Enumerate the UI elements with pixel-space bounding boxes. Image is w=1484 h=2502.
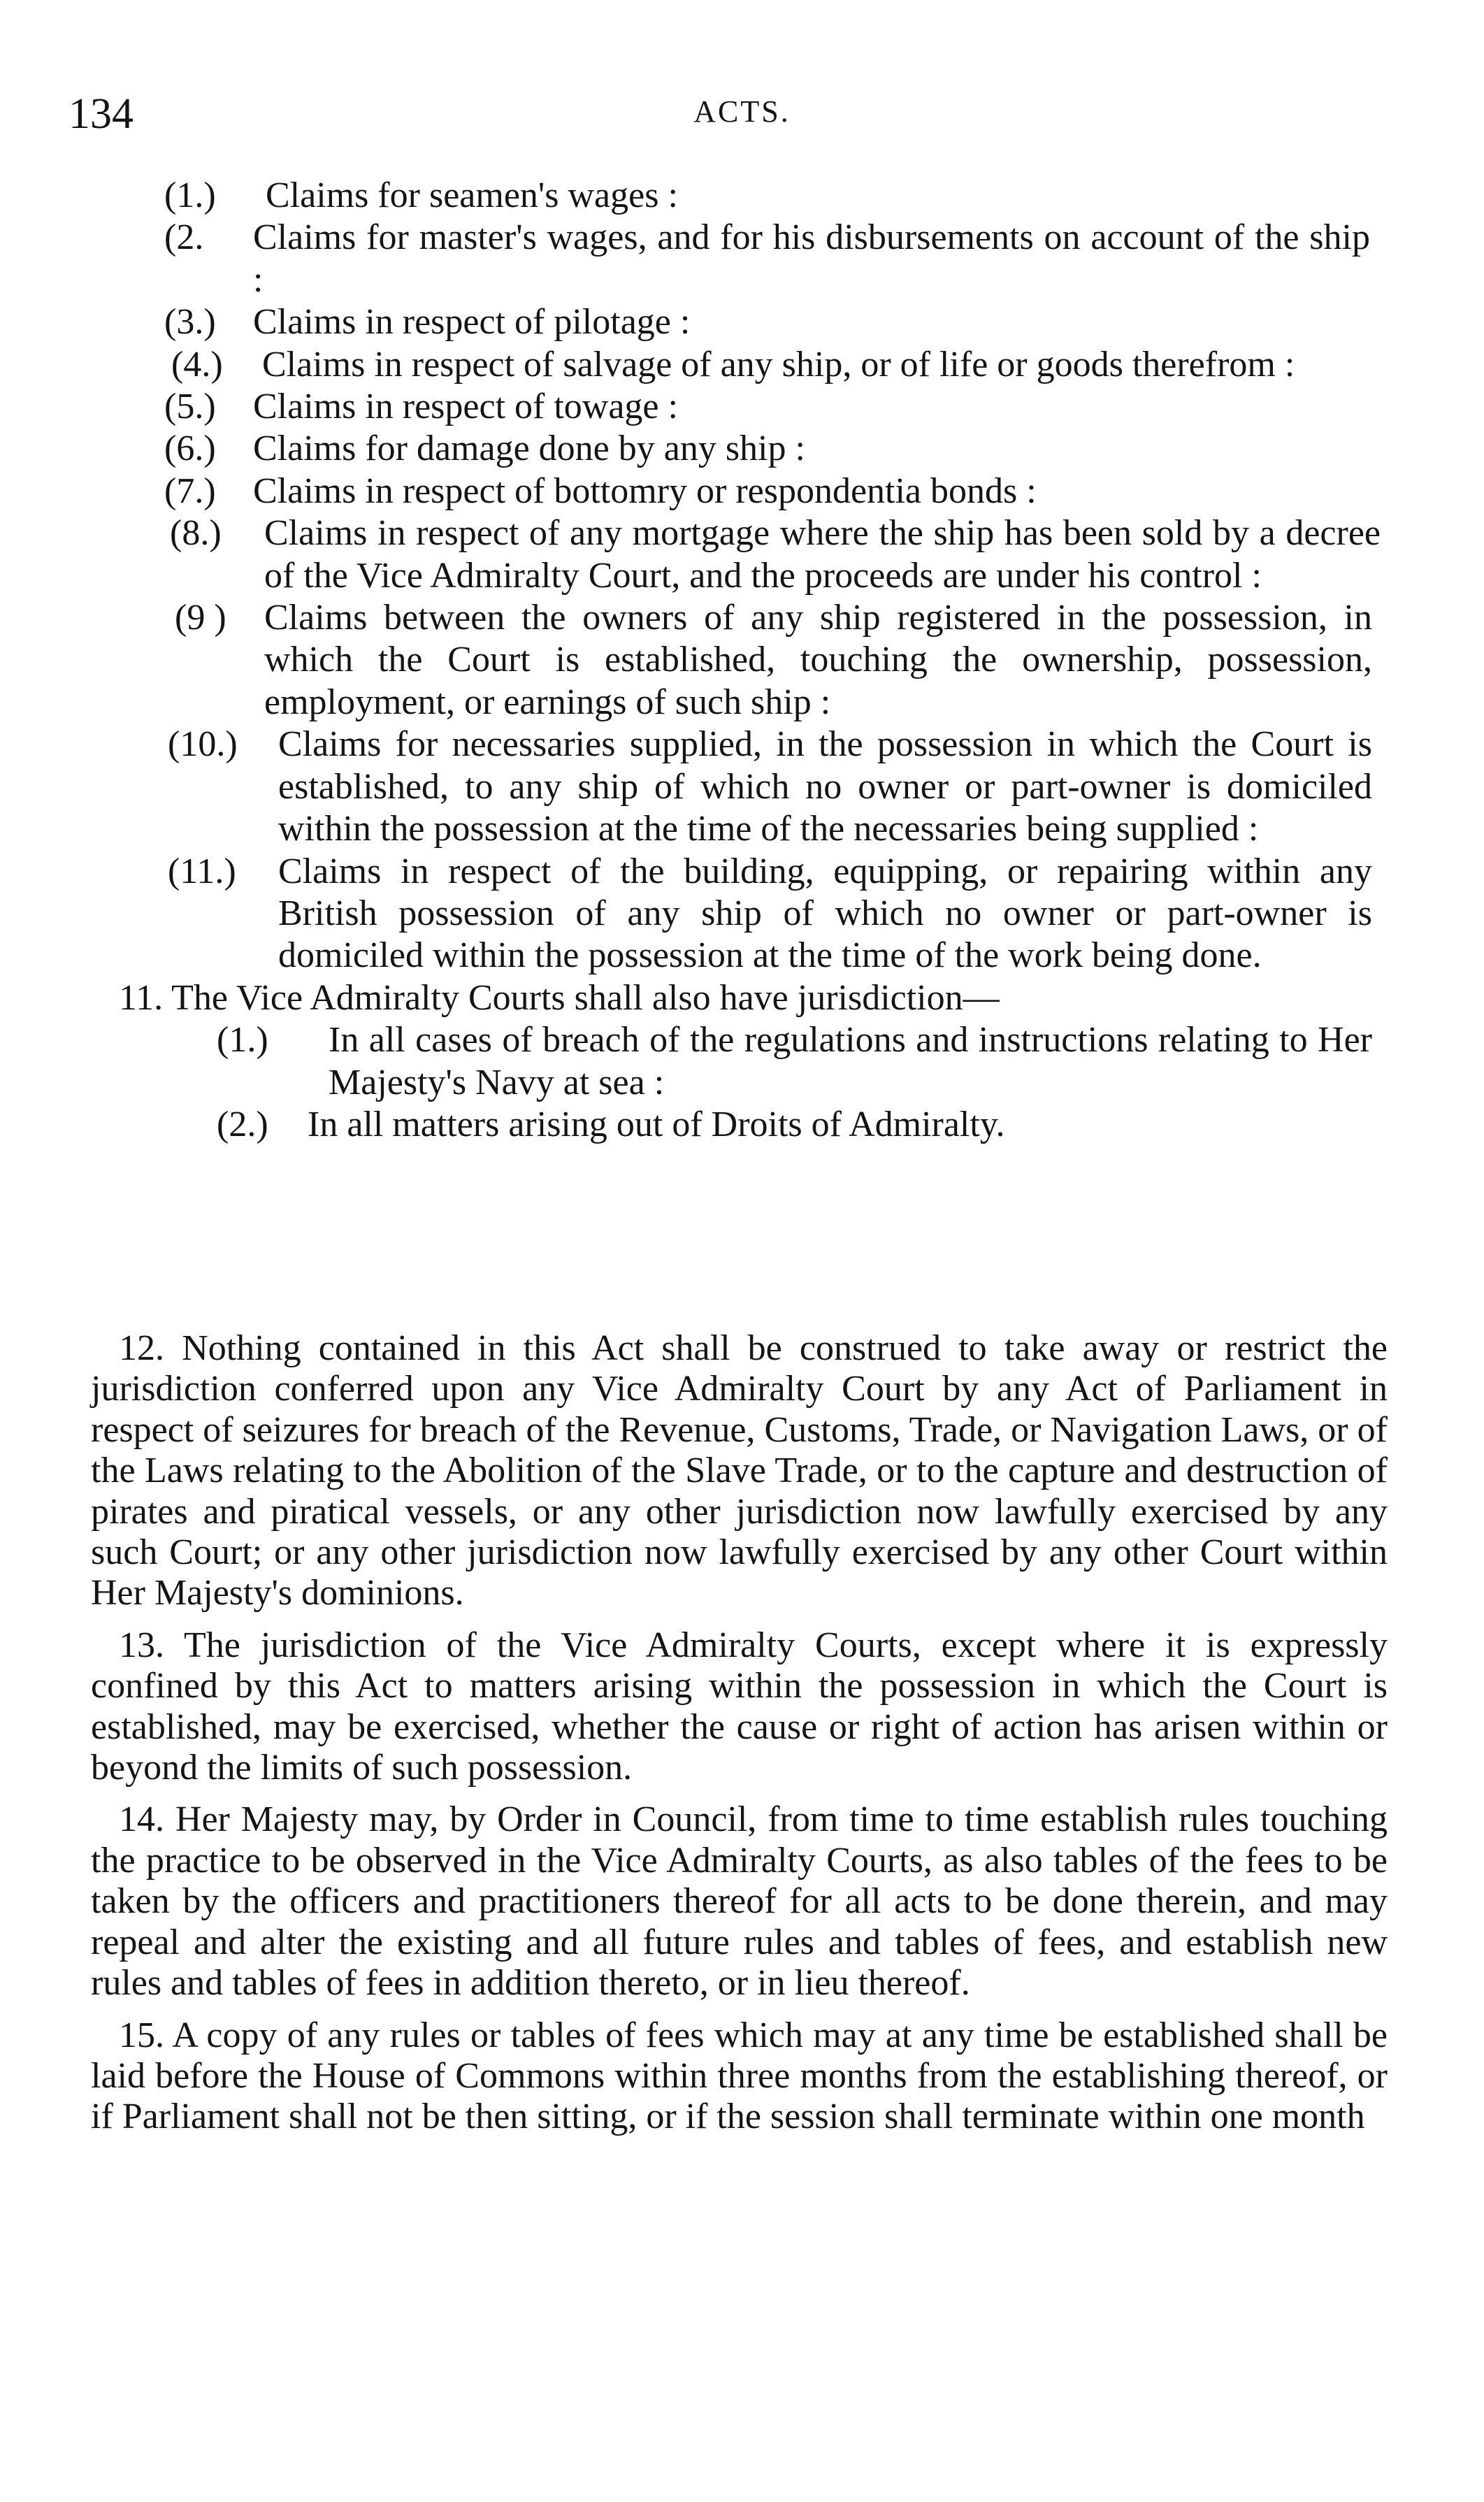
item-text: Claims in respect of pilotage :: [253, 302, 691, 343]
list-item: [175, 597, 1372, 724]
item-number: (3.): [164, 302, 216, 343]
item-text: Claims in respect of towage :: [253, 387, 678, 427]
item-text: In all cases of breach of the regulations and instructions relating to Her Majesty's Navy at sea :: [329, 1020, 1372, 1102]
item-number: (4.): [171, 344, 223, 384]
item-text: In all matters arising out of Droits of Admiralty.: [308, 1104, 1005, 1144]
item-text: Claims for master's wages, and for his disbursements on account of the ship :: [253, 217, 1370, 300]
item-number: (6.): [164, 429, 216, 469]
item-text: Claims for necessaries supplied, in the possession in which the Court is established, to any ship of which no owner or part-owner is domiciled within the possession at the time of the necessaries being supplied :: [278, 724, 1372, 849]
claims-list: [0, 175, 1484, 1146]
list-item: [164, 428, 1343, 470]
section-12-paragraph: 12. Nothing contained in this Act shall be construed to take away or restrict the jurisdiction conferred upon any Vice Admiralty Court by any Act of Parliament in respect of seizures for breach of the Revenue, Customs, Trade, or Navigation Laws, or of the Laws relating to the Abolition of the Slave Trade, or to the capture and destruction of pirates and piratical vessels, or any other jurisdiction now lawfully exercised by any such Court; or any other jurisdiction now lawfully exercised by any other Court within Her Majesty's dominions.: [91, 1328, 1388, 1613]
item-text: Claims for seamen's wages :: [266, 175, 678, 215]
list-item: [168, 724, 1372, 850]
list-item: [164, 175, 1346, 217]
sections-body: [91, 1328, 1388, 2149]
section-11-heading: 11. The Vice Admiralty Courts shall also have jurisdiction—: [119, 977, 1000, 1018]
list-item: [168, 851, 1372, 977]
item-number: (2.): [217, 1104, 268, 1144]
item-number: (5.): [164, 387, 216, 427]
list-item: [170, 512, 1381, 597]
page-number: 134: [69, 90, 134, 138]
item-text: Claims in respect of any mortgage where the ship has been sold by a decree of the Vice Admiralty Court, and the proceeds are under his control :: [264, 513, 1381, 596]
item-number: (10.): [168, 724, 238, 765]
item-number: (2.: [164, 217, 204, 258]
item-number: (8.): [170, 513, 222, 554]
running-title: ACTS.: [693, 94, 791, 129]
list-item: [217, 1019, 1372, 1104]
page-header: [0, 89, 1484, 145]
item-number: (1.): [164, 175, 216, 215]
item-text: Claims in respect of the building, equipping, or repairing within any British possession of any ship of which no owner or part-owner is domiciled within the possession at the time of the work being done.: [278, 851, 1372, 976]
item-number: (11.): [168, 851, 236, 891]
list-item: [217, 1104, 1372, 1146]
item-text: Claims for damage done by any ship :: [253, 429, 805, 469]
list-item: [164, 386, 1343, 428]
list-item: [164, 470, 1343, 512]
item-number: (9 ): [175, 598, 226, 638]
item-number: (1.): [217, 1020, 268, 1061]
section-14-paragraph: 14. Her Majesty may, by Order in Council, from time to time establish rules touching the practice to be observed in the Vice Admiralty Courts, as also tables of the fees to be taken by the officers and practitioners thereof for all acts to be done therein, and may repeal and alter the existing and all future rules and tables of fees, and establish new rules and tables of fees in addition thereto, or in lieu thereof.: [91, 1799, 1388, 2004]
item-number: (7.): [164, 470, 216, 511]
section-15-paragraph: 15. A copy of any rules or tables of fees which may at any time be established shall be laid before the House of Commons within three months from the establishing thereof, or if Parliament shall not be then sitting, or if the session shall terminate within one month: [91, 2015, 1388, 2137]
list-item: [164, 217, 1370, 301]
item-text: Claims in respect of salvage of any ship, or of life or goods therefrom :: [262, 344, 1295, 384]
item-text: Claims between the owners of any ship registered in the possession, in which the Court is established, touching the ownership, possession, employment, or earnings of such ship :: [264, 598, 1372, 722]
item-text: Claims in respect of bottomry or respondentia bonds :: [253, 470, 1037, 511]
list-item: [164, 301, 1343, 343]
section-13-paragraph: 13. The jurisdiction of the Vice Admiralty Courts, except where it is expressly confined by this Act to matters arising within the possession in which the Court is established, may be exercised, whether the cause or right of action has arisen within or beyond the limits of such possession.: [91, 1625, 1388, 1788]
list-item: [171, 344, 1363, 386]
